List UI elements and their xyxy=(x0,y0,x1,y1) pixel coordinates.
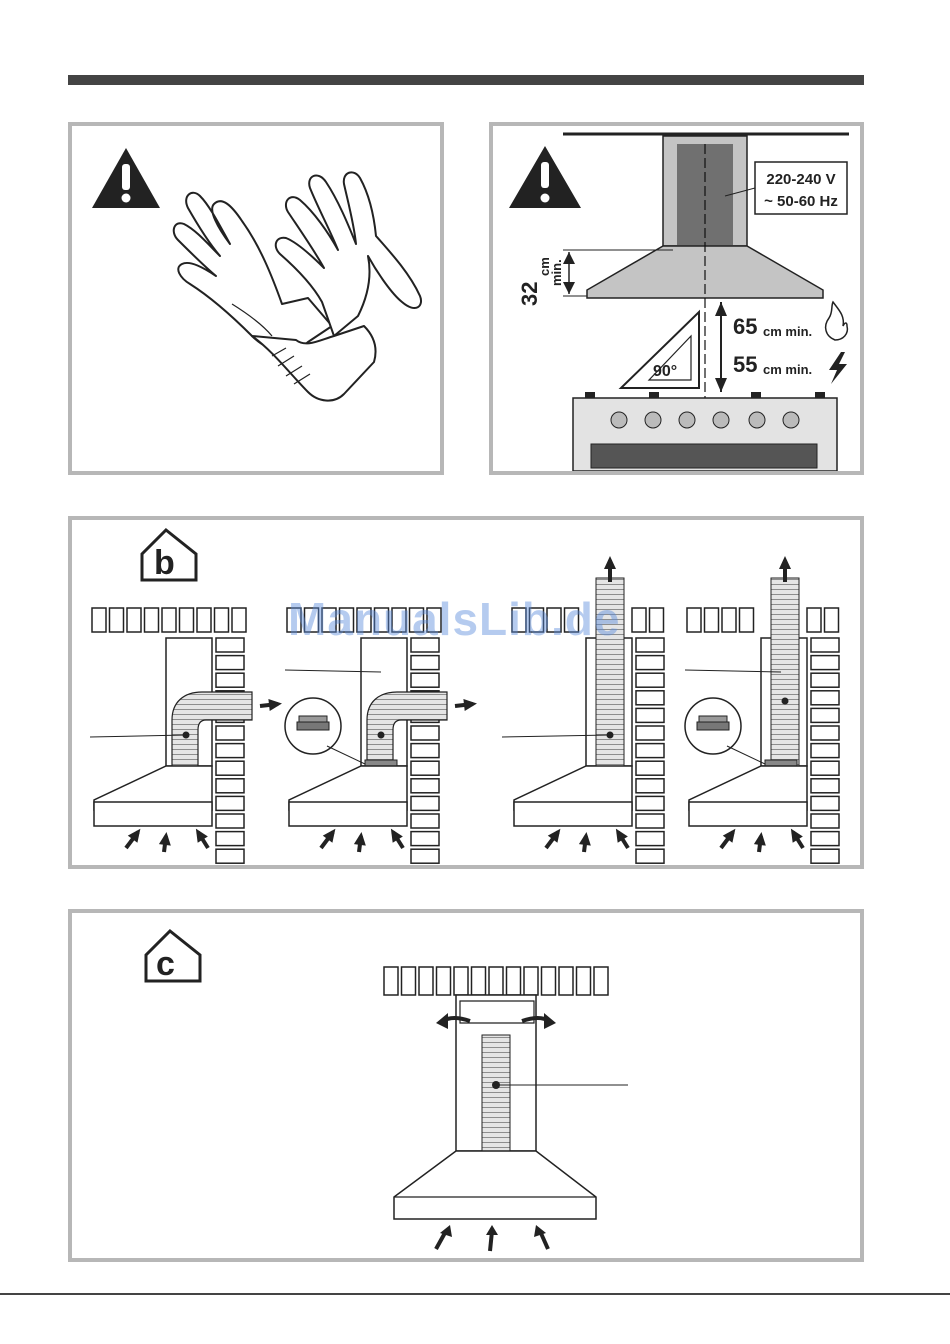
svg-text:cm min.: cm min. xyxy=(763,324,813,339)
top-rule xyxy=(68,75,864,85)
svg-text:min.: min. xyxy=(549,259,564,286)
air-inlet-arrows xyxy=(436,1225,548,1251)
svg-text:220-240 V: 220-240 V xyxy=(766,171,836,188)
ducted-variant-4 xyxy=(685,556,839,865)
cooker-diagram xyxy=(573,392,837,471)
bottom-rule xyxy=(0,1293,950,1295)
gloves-icon xyxy=(174,172,421,400)
ceiling-bricks xyxy=(384,967,608,995)
warning-triangle-icon xyxy=(509,146,581,208)
electric-bolt-icon xyxy=(829,352,847,384)
ducted-variant-2 xyxy=(285,608,477,865)
svg-text:55: 55 xyxy=(733,352,758,377)
recirculation-hood xyxy=(394,995,628,1219)
gas-flame-icon xyxy=(826,302,848,340)
clearance-dimension xyxy=(715,302,847,392)
ducted-variant-1 xyxy=(90,608,282,865)
svg-text:b: b xyxy=(154,544,175,582)
house-c-icon xyxy=(146,931,200,983)
recirculation-mode-panel xyxy=(68,909,864,1262)
house-b-icon xyxy=(142,530,196,582)
svg-text:c: c xyxy=(156,945,175,983)
warning-triangle-icon xyxy=(92,148,160,208)
svg-text:~ 50-60 Hz: ~ 50-60 Hz xyxy=(764,193,838,210)
gloves-warning-panel xyxy=(68,122,444,475)
watermark: ManualsLib.de xyxy=(288,593,621,645)
svg-text:cm: cm xyxy=(537,257,552,276)
set-square-icon xyxy=(621,312,699,388)
svg-text:65: 65 xyxy=(733,314,758,339)
svg-text:32: 32 xyxy=(517,281,542,306)
ducted-mode-panel xyxy=(68,516,864,869)
svg-text:cm min.: cm min. xyxy=(763,362,813,377)
svg-text:90°: 90° xyxy=(653,363,678,380)
installation-distance-panel xyxy=(489,122,864,475)
